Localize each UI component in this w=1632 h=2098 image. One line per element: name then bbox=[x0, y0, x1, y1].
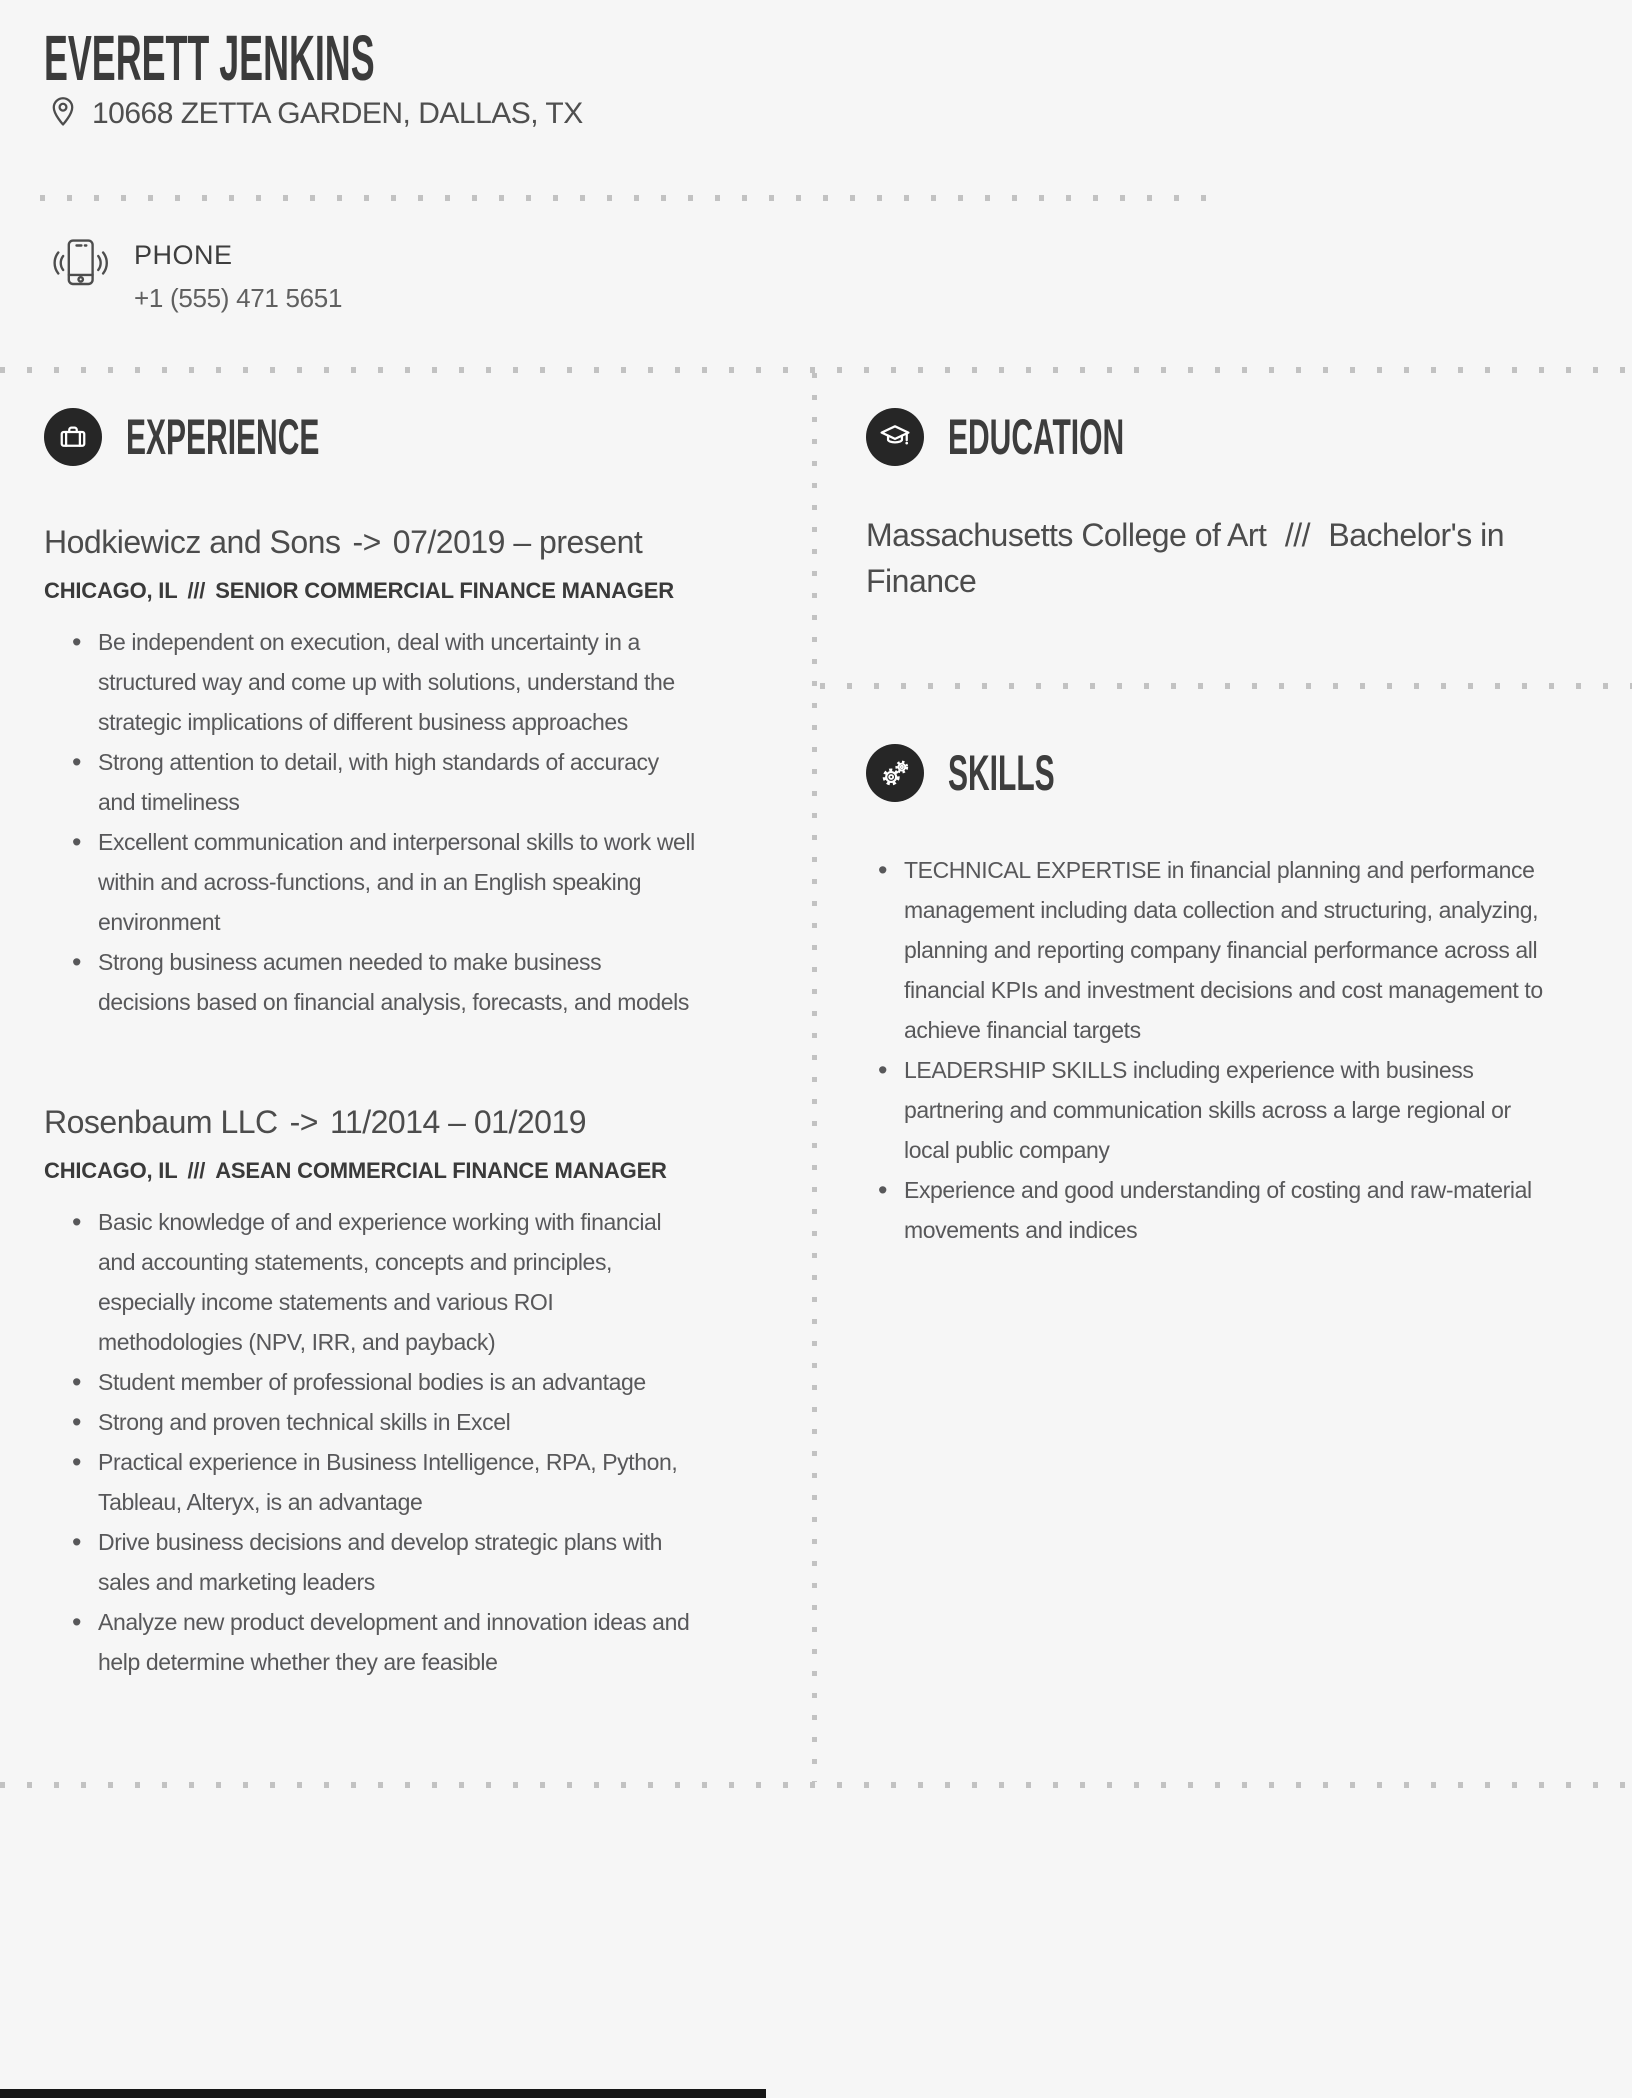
job-dates: 11/2014 – 01/2019 bbox=[329, 1104, 587, 1140]
experience-section bbox=[44, 408, 760, 1682]
job-location: CHICAGO, IL bbox=[44, 578, 178, 603]
job-location: CHICAGO, IL bbox=[44, 1158, 178, 1183]
skills-title: SKILLS bbox=[948, 745, 1055, 801]
experience-title: EXPERIENCE bbox=[126, 409, 320, 465]
education-title: EDUCATION bbox=[948, 409, 1125, 465]
phone-label: PHONE bbox=[134, 240, 233, 270]
job-company: Hodkiewicz and Sons bbox=[44, 524, 341, 560]
bullet-item: • Analyze new product development and innovation ideas and help determine whether they are feasible bbox=[68, 1602, 696, 1682]
job-role: SENIOR COMMERCIAL FINANCE MANAGER bbox=[215, 578, 674, 603]
column-divider bbox=[812, 373, 817, 1782]
separator-arrow: -> bbox=[352, 524, 381, 560]
experience-jobs bbox=[44, 522, 760, 1682]
separator-arrow: -> bbox=[289, 1104, 318, 1140]
bullet-item: • Strong attention to detail, with high standards of accuracy and timeliness bbox=[68, 742, 696, 822]
bullet-item: • Be independent on execution, deal with uncertainty in a structured way and come up with solutions, understand the strategic implications of different business approaches bbox=[68, 622, 696, 742]
job-dates: 07/2019 – present bbox=[392, 524, 643, 560]
skill-item: • LEADERSHIP SKILLS including experience with business partnering and communication skills across a large regional or local public company bbox=[874, 1050, 1544, 1170]
skills-header bbox=[866, 744, 1566, 802]
phone-number: +1 (555) 471 5651 bbox=[134, 283, 343, 313]
gears-icon bbox=[866, 744, 924, 802]
bullet-item: • Strong business acumen needed to make business decisions based on financial analysis, forecasts, and models bbox=[68, 942, 696, 1022]
experience-header bbox=[44, 408, 760, 466]
job-role-line bbox=[44, 578, 760, 604]
job-title-line bbox=[44, 522, 760, 562]
bullet-item: • Practical experience in Business Intelligence, RPA, Python, Tableau, Alteryx, is an advantage bbox=[68, 1442, 696, 1522]
job-entry bbox=[44, 1102, 760, 1682]
separator-slashes: /// bbox=[187, 578, 206, 603]
location-pin-icon bbox=[46, 94, 80, 133]
education-header bbox=[866, 408, 1566, 466]
bottom-divider bbox=[0, 1782, 1632, 1788]
page-title: EVERETT JENKINS bbox=[44, 22, 375, 94]
address-row bbox=[46, 94, 583, 133]
separator-slashes: /// bbox=[187, 1158, 206, 1183]
skill-item: • TECHNICAL EXPERTISE in financial planning and performance management including data collection and structuring, analyzing, planning and reporting company financial performance across all financial KPIs and investment decisions and cost management to achieve financial targets bbox=[874, 850, 1544, 1050]
skills-list bbox=[874, 850, 1544, 1250]
education-degree: Bachelor's in Finance bbox=[866, 517, 1505, 599]
job-entry bbox=[44, 522, 760, 1022]
job-bullets bbox=[68, 622, 696, 1022]
bullet-item: • Basic knowledge of and experience working with financial and accounting statements, concepts and principles, especially income statements and various ROI methodologies (NPV, IRR, and payback) bbox=[68, 1202, 696, 1362]
job-title-line bbox=[44, 1102, 760, 1142]
job-bullets bbox=[68, 1202, 696, 1682]
job-company: Rosenbaum LLC bbox=[44, 1104, 278, 1140]
right-column bbox=[866, 408, 1566, 1250]
address-text: 10668 ZETTA GARDEN, DALLAS, TX bbox=[92, 96, 583, 130]
education-school: Massachusetts College of Art bbox=[866, 517, 1267, 553]
bullet-item: • Excellent communication and interpersonal skills to work well within and across-functions, and in an English speaking environment bbox=[68, 822, 696, 942]
briefcase-icon bbox=[44, 408, 102, 466]
graduation-cap-icon bbox=[866, 408, 924, 466]
separator-slashes: /// bbox=[1284, 517, 1310, 553]
job-role: ASEAN COMMERCIAL FINANCE MANAGER bbox=[215, 1158, 667, 1183]
job-role-line bbox=[44, 1158, 760, 1184]
bullet-item: • Student member of professional bodies is an advantage bbox=[68, 1362, 696, 1402]
smartphone-icon bbox=[52, 232, 108, 299]
phone-block bbox=[52, 232, 342, 314]
page-break-bar bbox=[0, 2089, 766, 2098]
skill-item: • Experience and good understanding of costing and raw-material movements and indices bbox=[874, 1170, 1544, 1250]
header-divider bbox=[40, 195, 1206, 201]
bullet-item: • Strong and proven technical skills in Excel bbox=[68, 1402, 696, 1442]
phone-text bbox=[134, 232, 342, 314]
bullet-item: • Drive business decisions and develop strategic plans with sales and marketing leaders bbox=[68, 1522, 696, 1602]
education-degree-line bbox=[866, 512, 1546, 604]
education-skills-divider bbox=[820, 683, 1632, 689]
